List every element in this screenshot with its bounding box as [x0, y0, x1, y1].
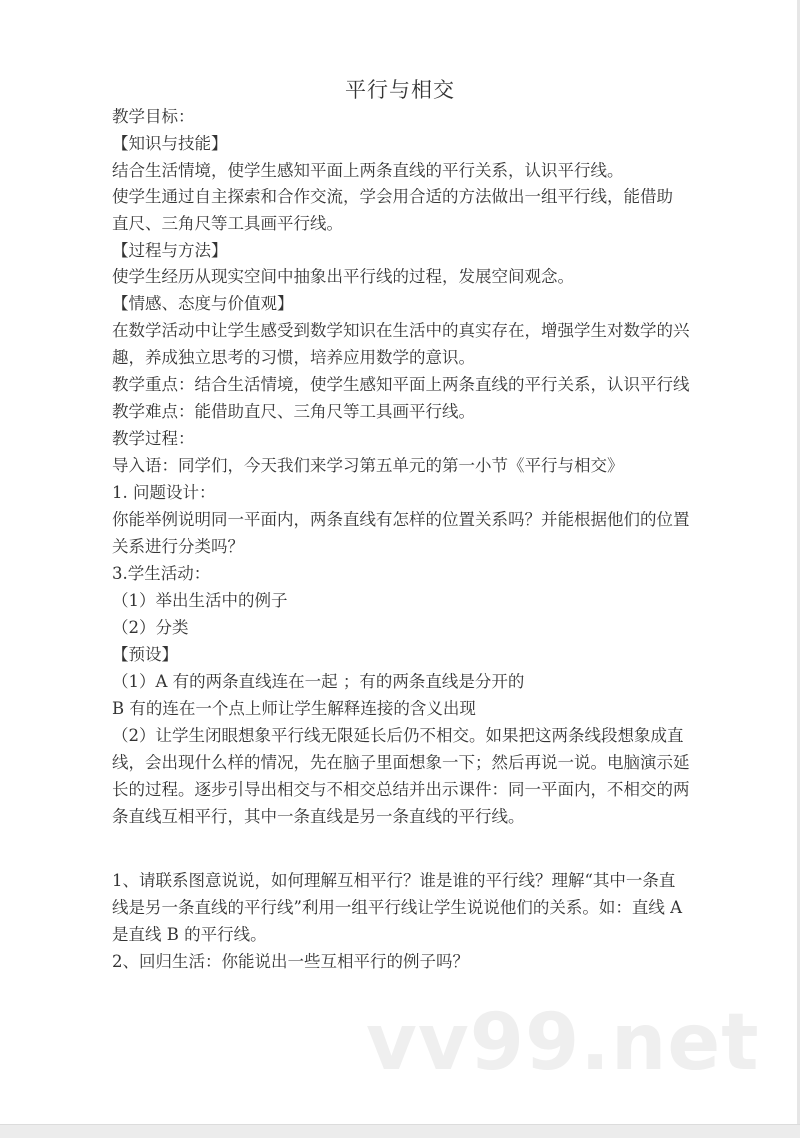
question-design-heading: 1. 问题设计： [112, 483, 216, 502]
student-activity-heading: 3.学生活动： [112, 564, 211, 583]
paragraph-line: 条直线互相平行，其中一条直线是另一条直线的平行线。 [112, 807, 525, 826]
paragraph-line: 长的过程。逐步引导出相交与不相交总结并出示课件：同一平面内，不相交的两 [112, 780, 690, 799]
paragraph-line: （2）让学生闭眼想象平行线无限延长后仍不相交。如果把这两条线段想象成直 [112, 726, 684, 745]
paragraph-line: 1、请联系图意说说，如何理解互相平行？谁是谁的平行线？理解“其中一条直 [112, 871, 676, 890]
section-heading-process: 教学过程： [112, 429, 195, 448]
paragraph-line: 你能举例说明同一平面内，两条直线有怎样的位置关系吗？并能根据他们的位置 [112, 510, 690, 529]
subheading-emotion-values: 【情感、态度与价值观】 [112, 294, 294, 313]
document-title: 平行与相交 [345, 78, 455, 102]
list-item: （1）举出生活中的例子 [112, 591, 288, 610]
paragraph-line: 线是另一条直线的平行线”利用一组平行线让学生说说他们的关系。如：直线 A [112, 898, 683, 917]
paragraph-line: 是直线 B 的平行线。 [112, 925, 267, 944]
paragraph-line: 使学生经历从现实空间中抽象出平行线的过程，发展空间观念。 [112, 267, 574, 286]
paragraph-line: 使学生通过自主探索和合作交流，学会用合适的方法做出一组平行线，能借助 [112, 187, 673, 206]
list-item: （2）分类 [112, 618, 189, 637]
paragraph-line: 趣，养成独立思考的习惯，培养应用数学的意识。 [112, 348, 475, 367]
paragraph-line: 在数学活动中让学生感受到数学知识在生活中的真实存在，增强学生对数学的兴 [112, 321, 690, 340]
subheading-process-methods: 【过程与方法】 [112, 241, 228, 260]
difficult-point: 教学难点：能借助直尺、三角尺等工具画平行线。 [112, 402, 475, 421]
paragraph-line: 关系进行分类吗？ [112, 537, 244, 556]
paragraph-line: 结合生活情境，使学生感知平面上两条直线的平行关系，认识平行线。 [112, 161, 624, 180]
paragraph-line: 直尺、三角尺等工具画平行线。 [112, 214, 343, 233]
list-item: （1）A 有的两条直线连在一起 ；有的两条直线是分开的 [112, 672, 525, 691]
list-item: B 有的连在一个点上师让学生解释连接的含义出现 [112, 699, 476, 718]
paragraph-line: 线，会出现什么样的情况，先在脑子里面想象一下；然后再说一说。电脑演示延 [112, 753, 690, 772]
page-bottom-edge [0, 1124, 800, 1138]
section-heading-objectives: 教学目标： [112, 107, 195, 126]
subheading-knowledge-skills: 【知识与技能】 [112, 134, 228, 153]
key-point: 教学重点：结合生活情境，使学生感知平面上两条直线的平行关系，认识平行线 [112, 375, 690, 394]
subheading-preset: 【预设】 [112, 645, 178, 664]
intro-line: 导入语：同学们，今天我们来学习第五单元的第一小节《平行与相交》 [112, 456, 624, 475]
watermark: vv99.net [366, 998, 760, 1088]
paragraph-line: 2、回归生活：你能说出一些互相平行的例子吗？ [112, 952, 469, 971]
